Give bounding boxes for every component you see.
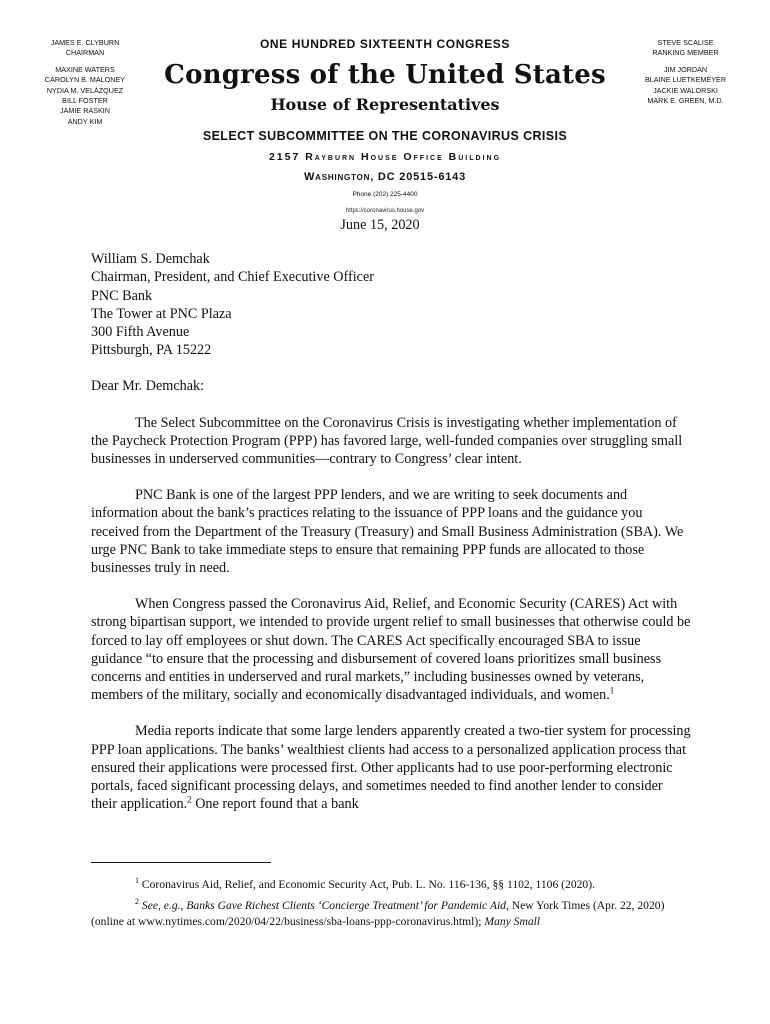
office-address: 2157 Rayburn House Office Building (268, 151, 502, 163)
footnote-divider (91, 862, 271, 863)
member-name: JAMIE RASKIN (60, 106, 110, 116)
paragraph (91, 722, 691, 813)
member-name: JACKIE WALORSKI (653, 85, 718, 95)
footnote-text: Coronavirus Aid, Relief, and Economic Security Act, Pub. L. No. 116-136, §§ 1102, 1106 (2020). (141, 878, 595, 891)
member-role: CHAIRMAN (65, 48, 105, 58)
footnote-mark: 1 (135, 876, 139, 886)
footnote (91, 898, 691, 930)
paragraph (91, 595, 691, 704)
paragraph-text: When Congress passed the Coronavirus Aid, Relief, and Economic Security (CARES) Act with strong bipartisan support, we intended to provide urgent relief to small businesses that otherwise could be forced to lay off employees or shut down. The CARES Act specifically encouraged SBA to issue guidance “to ensure that the processing and disbursement of covered loans prioritizes small business concerns and entities in underserved and rural markets,” including businesses owned by veterans, members of the military, socially and economically disadvantaged individuals, and women. (91, 596, 691, 704)
footnote-text: , (180, 899, 187, 912)
recipient-line: PNC Bank (91, 287, 153, 304)
paragraph-text: PNC Bank is one of the largest PPP lenders, and we are writing to seek documents and information about the bank’s practices relating to the issuance of PPP loans and the guidance you received from the Department of the Treasury (Treasury) and Small Business Administration (SBA). We urge PNC Bank to take immediate steps to ensure that remaining PPP funds are allocated to those businesses truly in need. (91, 487, 684, 577)
letter-body (91, 216, 691, 813)
salutation: Dear Mr. Demchak: (91, 378, 205, 395)
footnote-mark: 2 (135, 897, 139, 907)
paragraph-text: One report found that a bank (191, 796, 359, 813)
member-name: STEVE SCALISE (657, 38, 714, 47)
member-name: JIM JORDAN (663, 64, 708, 74)
paragraph-text: The Select Subcommittee on the Coronavirus Crisis is investigating whether implementation of the Paycheck Protection Program (PPP) has favored large, well-funded companies over struggling small businesses in underserved communities—contrary to Congress’ clear intent. (91, 414, 683, 468)
member-name: BILL FOSTER (62, 96, 108, 106)
footnote-signal: See, e.g. (141, 899, 181, 912)
paragraph-text: Media reports indicate that some large lenders apparently created a two-tier system for processing PPP loan applications. The banks’ wealthiest clients had access to a personalized application process that ensured their applications were processed first. Other applicants had to use poor-performing electronic portals, faced significant processing delays, and sometimes needed to find another lender to consider their application. (91, 723, 691, 813)
member-name: BLAINE LUETKEMEYER (644, 75, 727, 85)
recipient-line: 300 Fifth Avenue (91, 324, 190, 341)
letter-date: June 15, 2020 (340, 217, 420, 233)
office-phone: Phone (202) 225-4400 (352, 191, 418, 198)
recipient-line: Pittsburgh, PA 15222 (91, 342, 212, 359)
member-name: NYDIA M. VELÁZQUEZ (46, 85, 124, 95)
house-title: House of Representatives (270, 95, 500, 114)
footnote-article-title: Many Small (484, 915, 541, 928)
member-name: JAMES E. CLYBURN (50, 38, 120, 47)
recipient-line: Chairman, President, and Chief Executive Officer (91, 269, 375, 286)
member-name: CAROLYN B. MALONEY (44, 75, 126, 85)
paragraph (91, 486, 691, 577)
recipient-line: The Tower at PNC Plaza (91, 305, 232, 322)
member-name: MAXINE WATERS (55, 64, 115, 74)
footnote-ref: 2 (187, 794, 192, 805)
letterhead (160, 36, 610, 216)
congress-title: Congress of the United States (164, 60, 606, 90)
minority-members-list (628, 38, 743, 106)
member-name: MARK E. GREEN, M.D. (647, 96, 724, 106)
member-name: ANDY KIM (67, 116, 103, 126)
office-city: Washington, DC 20515-6143 (303, 171, 467, 183)
footnotes (91, 877, 691, 935)
recipient-line: William S. Demchak (91, 251, 210, 268)
congress-number: ONE HUNDRED SIXTEENTH CONGRESS (259, 37, 511, 51)
footnote-article-title: Banks Gave Richest Clients ‘Concierge Treatment’ for Pandemic Aid (186, 899, 506, 912)
majority-members-list (30, 38, 140, 127)
member-role: RANKING MEMBER (652, 48, 719, 58)
office-website: https://coronavirus.house.gov (345, 208, 425, 214)
paragraph (91, 414, 691, 469)
subcommittee-name: SELECT SUBCOMMITTEE ON THE CORONAVIRUS CRISIS (202, 129, 568, 143)
recipient-address (91, 250, 691, 359)
footnote (91, 877, 691, 893)
footnote-ref: 1 (609, 685, 615, 696)
footnote-text: , New York Times (Apr. 22, 2020) (online at www.nytimes.com/2020/04/22/business/sba-loans-ppp-coronavirus.html); (91, 899, 665, 928)
